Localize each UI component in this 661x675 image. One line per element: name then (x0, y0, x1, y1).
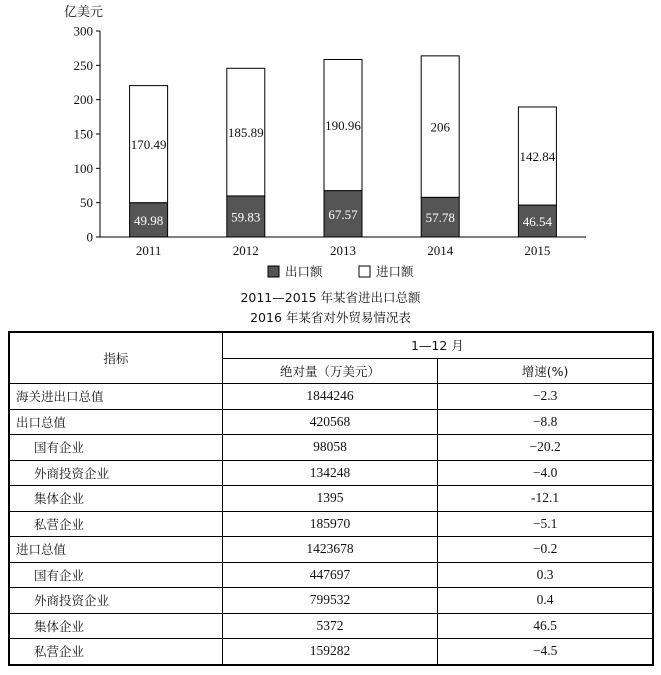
y-tick-label: 0 (86, 229, 93, 245)
legend-label-export: 出口额 (285, 264, 323, 279)
row-label: 私营企业 (9, 639, 222, 665)
row-growth: 0.3 (438, 562, 653, 588)
row-value: 447697 (222, 562, 437, 588)
row-growth: −4.5 (438, 639, 653, 665)
bar-import-label: 185.89 (227, 125, 264, 141)
table-row (9, 537, 653, 563)
row-growth: 46.5 (438, 613, 653, 639)
stacked-bar-chart (0, 0, 661, 330)
table-row (9, 588, 653, 614)
row-value: 98058 (222, 435, 437, 461)
table-header-row (9, 332, 653, 358)
table-row (9, 486, 653, 512)
row-value: 159282 (222, 639, 437, 665)
row-label: 进口总值 (9, 537, 222, 563)
row-growth: -12.1 (438, 486, 653, 512)
y-tick-label: 300 (73, 23, 93, 39)
row-growth: 0.4 (438, 588, 653, 614)
table-row (9, 613, 653, 639)
bar-export-label: 46.54 (522, 214, 553, 230)
bar-import-label: 190.96 (325, 118, 361, 134)
table-row (9, 435, 653, 461)
row-value: 5372 (222, 613, 437, 639)
row-label: 外商投资企业 (9, 588, 222, 614)
table-title: 2016 年某省对外贸易情况表 (250, 310, 411, 325)
row-growth: −2.3 (438, 384, 653, 410)
table-row (9, 409, 653, 435)
row-label: 出口总值 (9, 409, 222, 435)
header-growth: 增速(%) (438, 358, 653, 384)
table-row (9, 460, 653, 486)
row-value: 134248 (222, 460, 437, 486)
row-value: 1423678 (222, 537, 437, 563)
table-row (9, 511, 653, 537)
bar-export-label: 67.57 (328, 206, 358, 222)
y-tick-label: 200 (73, 92, 93, 108)
category-label: 2011 (135, 243, 162, 258)
legend-swatch-import (359, 266, 370, 277)
row-label: 私营企业 (9, 511, 222, 537)
chart-title: 2011—2015 年某省进出口总额 (240, 290, 421, 305)
row-label: 海关进出口总值 (9, 384, 222, 410)
bar-import-label: 206 (430, 119, 450, 135)
legend-label-import: 进口额 (376, 264, 414, 279)
row-label: 国有企业 (9, 562, 222, 588)
bar-import-label: 142.84 (519, 149, 556, 165)
category-label: 2012 (232, 243, 259, 258)
row-growth: −20.2 (438, 435, 653, 461)
bar-export-label: 59.83 (231, 209, 261, 225)
category-label: 2013 (330, 243, 356, 258)
y-tick-label: 100 (73, 160, 93, 176)
row-value: 1844246 (222, 384, 437, 410)
y-tick-label: 150 (73, 126, 93, 142)
header-period: 1—12 月 (222, 332, 653, 358)
header-indicator: 指标 (9, 332, 222, 384)
row-label: 集体企业 (9, 486, 222, 512)
y-tick-label: 250 (73, 57, 93, 73)
row-growth: −4.0 (438, 460, 653, 486)
row-value: 799532 (222, 588, 437, 614)
row-label: 集体企业 (9, 613, 222, 639)
table-row (9, 562, 653, 588)
table-row (9, 384, 653, 410)
bar-import-label: 170.49 (130, 137, 167, 153)
header-absolute: 绝对量（万美元） (222, 358, 437, 384)
legend-swatch-export (268, 266, 279, 277)
y-tick-label: 50 (80, 195, 93, 211)
bar-export-label: 49.98 (133, 212, 164, 228)
row-growth: −0.2 (438, 537, 653, 563)
table-row (9, 639, 653, 665)
trade-table (8, 331, 654, 666)
row-growth: −8.8 (438, 409, 653, 435)
category-label: 2014 (427, 243, 454, 258)
row-value: 420568 (222, 409, 437, 435)
y-axis-label: 亿美元 (64, 5, 104, 20)
bar-export-label: 57.78 (425, 210, 455, 226)
row-value: 185970 (222, 511, 437, 537)
row-label: 国有企业 (9, 435, 222, 461)
category-label: 2015 (524, 243, 551, 258)
row-label: 外商投资企业 (9, 460, 222, 486)
row-value: 1395 (222, 486, 437, 512)
row-growth: −5.1 (438, 511, 653, 537)
